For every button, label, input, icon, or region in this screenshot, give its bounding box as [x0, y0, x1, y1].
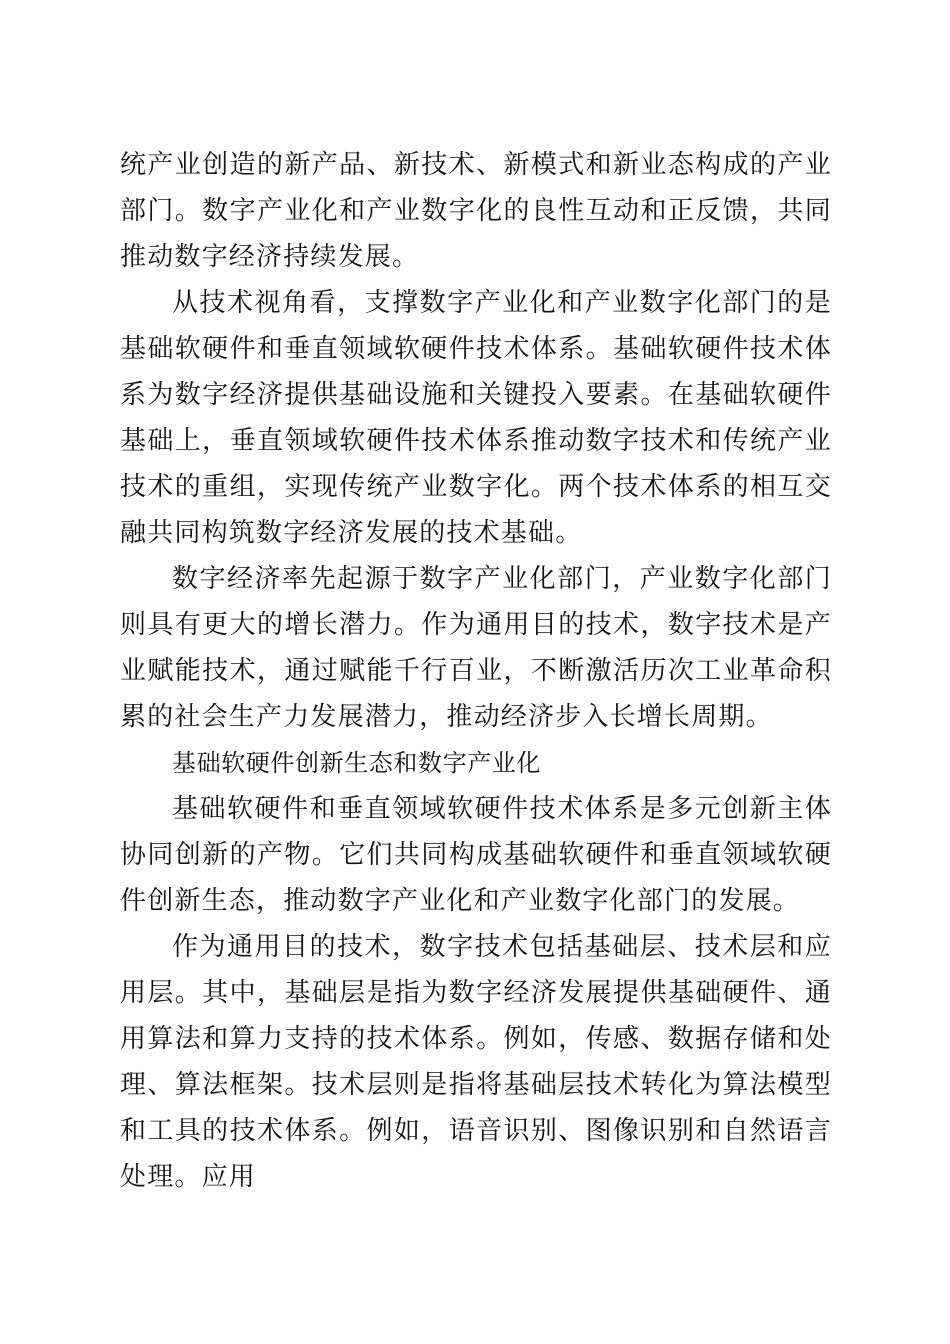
paragraph-growth-potential: 数字经济率先起源于数字产业化部门，产业数字化部门则具有更大的增长潜力。作为通用目的技术，数字技术是产业赋能技术，通过赋能千行百业，不断激活历次工业革命积累的社会生产力发展潜力，推动经济步入长增长周期。 [120, 564, 832, 732]
section-heading: 基础软硬件创新生态和数字产业化 [172, 749, 541, 777]
document-body [120, 142, 832, 1200]
paragraph-innovation-ecosystem: 基础软硬件和垂直领域软硬件技术体系是多元创新主体协同创新的产物。它们共同构成基础软硬件和垂直领域软硬件创新生态，推动数字产业化和产业数字化部门的发展。 [120, 794, 832, 916]
paragraph-technology-layers: 作为通用目的技术，数字技术包括基础层、技术层和应用层。其中，基础层是指为数字经济发展提供基础硬件、通用算法和算力支持的技术体系。例如，传感、数据存储和处理、算法框架。技术层则是指将基础层技术转化为算法模型和工具的技术体系。例如，语音识别、图像识别和自然语言处理。应用 [120, 932, 832, 1192]
paragraph-technical-perspective: 从技术视角看，支撑数字产业化和产业数字化部门的是基础软硬件和垂直领域软硬件技术体系。基础软硬件技术体系为数字经济提供基础设施和关键投入要素。在基础软硬件基础上，垂直领域软硬件技术体系推动数字技术和传统产业技术的重组，实现传统产业数字化。两个技术体系的相互交融共同构筑数字经济发展的技术基础。 [120, 288, 832, 548]
paragraph-continuation: 统产业创造的新产品、新技术、新模式和新业态构成的产业部门。数字产业化和产业数字化的良性互动和正反馈，共同推动数字经济持续发展。 [120, 150, 832, 272]
